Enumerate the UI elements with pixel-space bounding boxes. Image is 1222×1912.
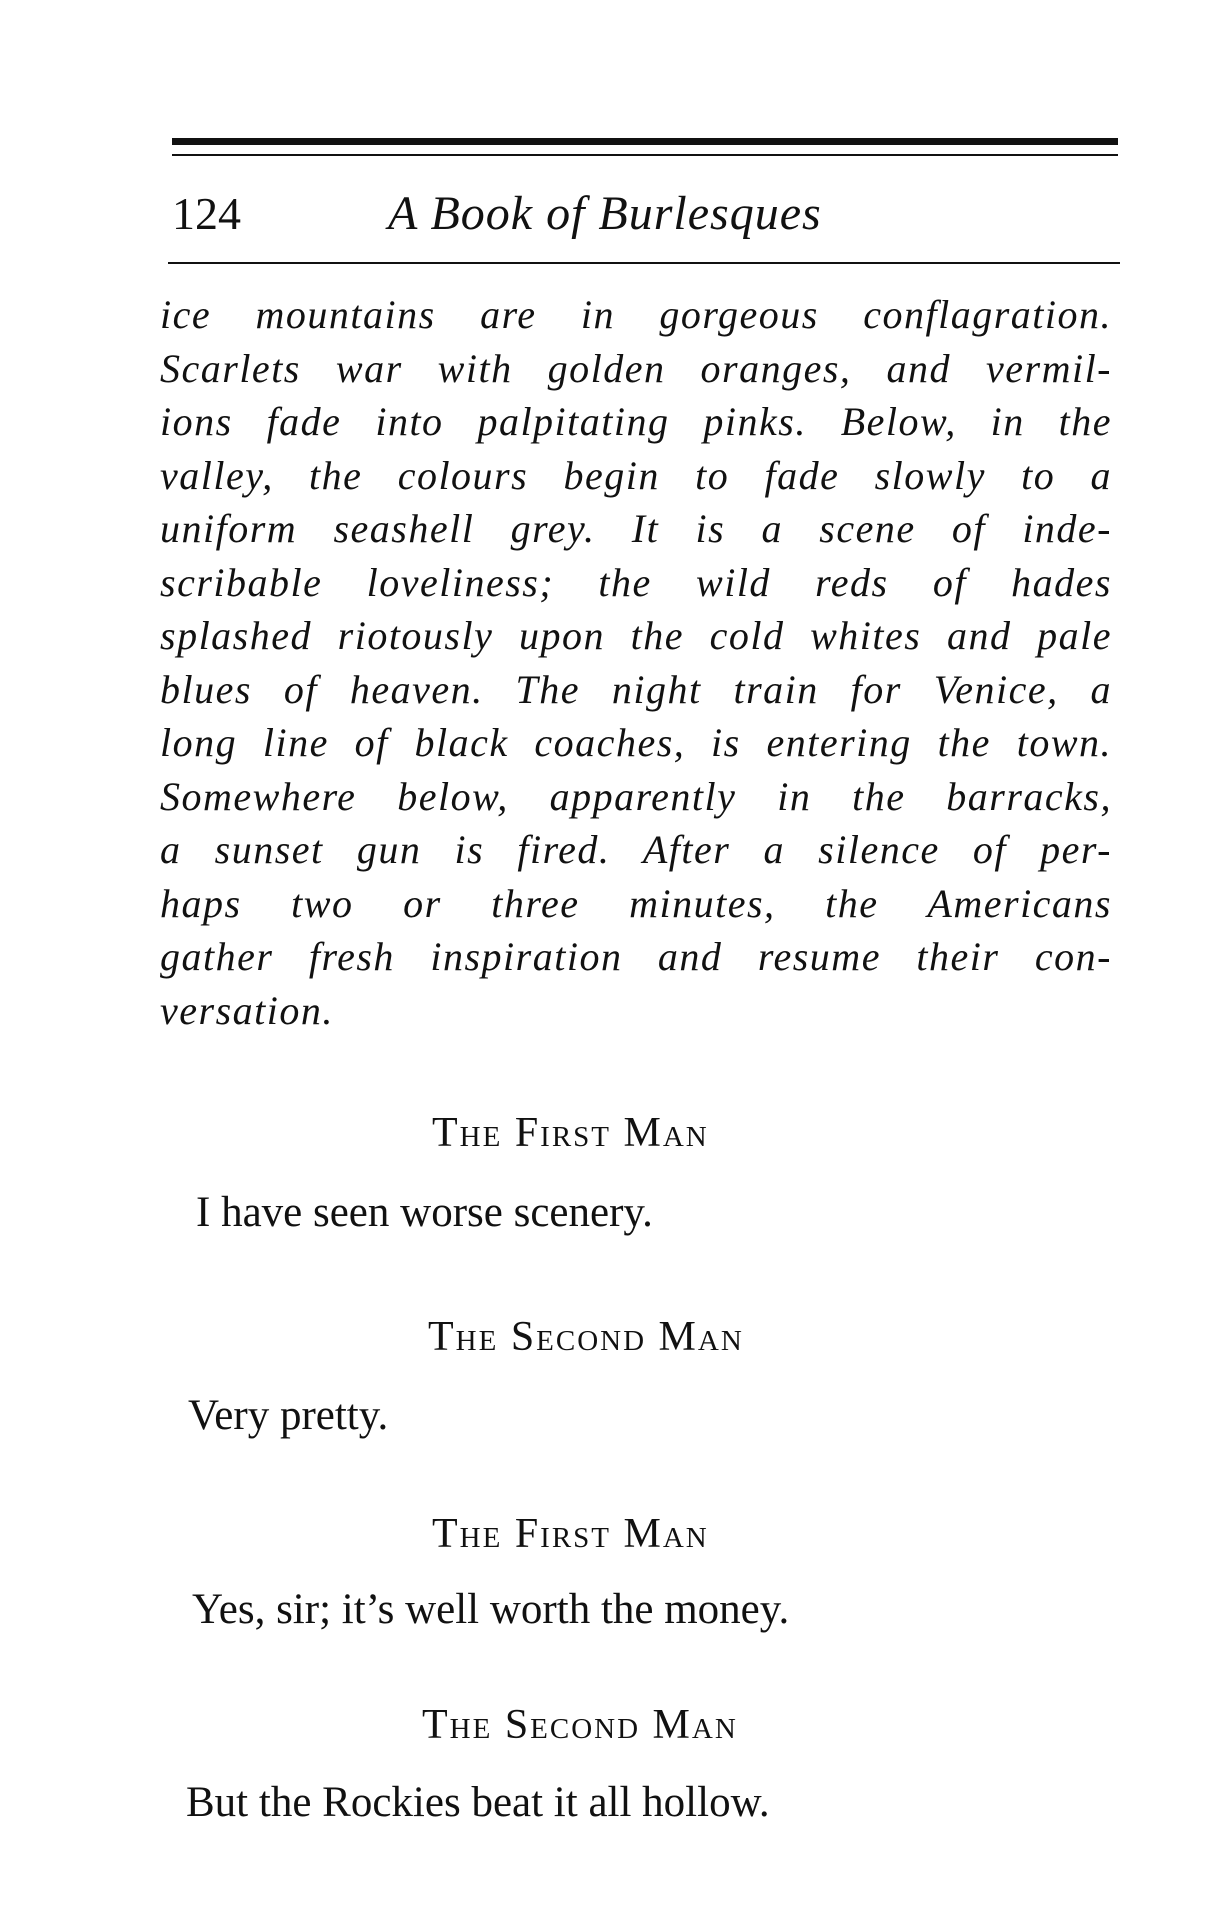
prose-line: scribable loveliness; the wild reds of hades <box>160 559 1112 605</box>
prose-line: uniform seashell grey. It is a scene of inde- <box>160 506 1112 551</box>
prose-line: ions fade into palpitating pinks. Below, in the <box>160 399 1112 444</box>
prose-line: versation. <box>160 987 334 1033</box>
prose-line: Scarlets war with golden oranges, and vermil- <box>160 345 1112 391</box>
header-rule-thin <box>172 154 1118 156</box>
speaker-heading: The Second Man <box>422 1702 738 1748</box>
speaker-heading: The Second Man <box>428 1314 744 1360</box>
stage-direction-paragraph <box>160 288 1112 1037</box>
header-rule-thick <box>172 138 1118 145</box>
prose-line: a sunset gun is fired. After a silence of per- <box>160 827 1112 872</box>
speech-line: Yes, sir; it’s well worth the money. <box>192 1586 790 1633</box>
prose-line: Somewhere below, apparently in the barracks, <box>160 773 1112 819</box>
running-title: A Book of Burlesques <box>388 187 822 240</box>
speech-line: I have seen worse scenery. <box>196 1189 653 1236</box>
speech-line: Very pretty. <box>188 1392 389 1439</box>
prose-line: ice mountains are in gorgeous conflagration. <box>160 292 1112 337</box>
prose-line: valley, the colours begin to fade slowly to a <box>160 452 1112 498</box>
prose-line: blues of heaven. The night train for Venice, a <box>160 666 1112 712</box>
prose-line: gather fresh inspiration and resume their con- <box>160 934 1112 979</box>
prose-line: long line of black coaches, is entering the town. <box>160 720 1112 765</box>
speaker-heading: The First Man <box>432 1511 709 1557</box>
speaker-heading: The First Man <box>432 1110 709 1156</box>
page-number: 124 <box>172 188 241 239</box>
prose-line: splashed riotously upon the cold whites and pale <box>160 613 1112 658</box>
header-underline <box>168 262 1120 264</box>
prose-line: haps two or three minutes, the Americans <box>160 880 1112 926</box>
speech-line: But the Rockies beat it all hollow. <box>186 1779 770 1826</box>
